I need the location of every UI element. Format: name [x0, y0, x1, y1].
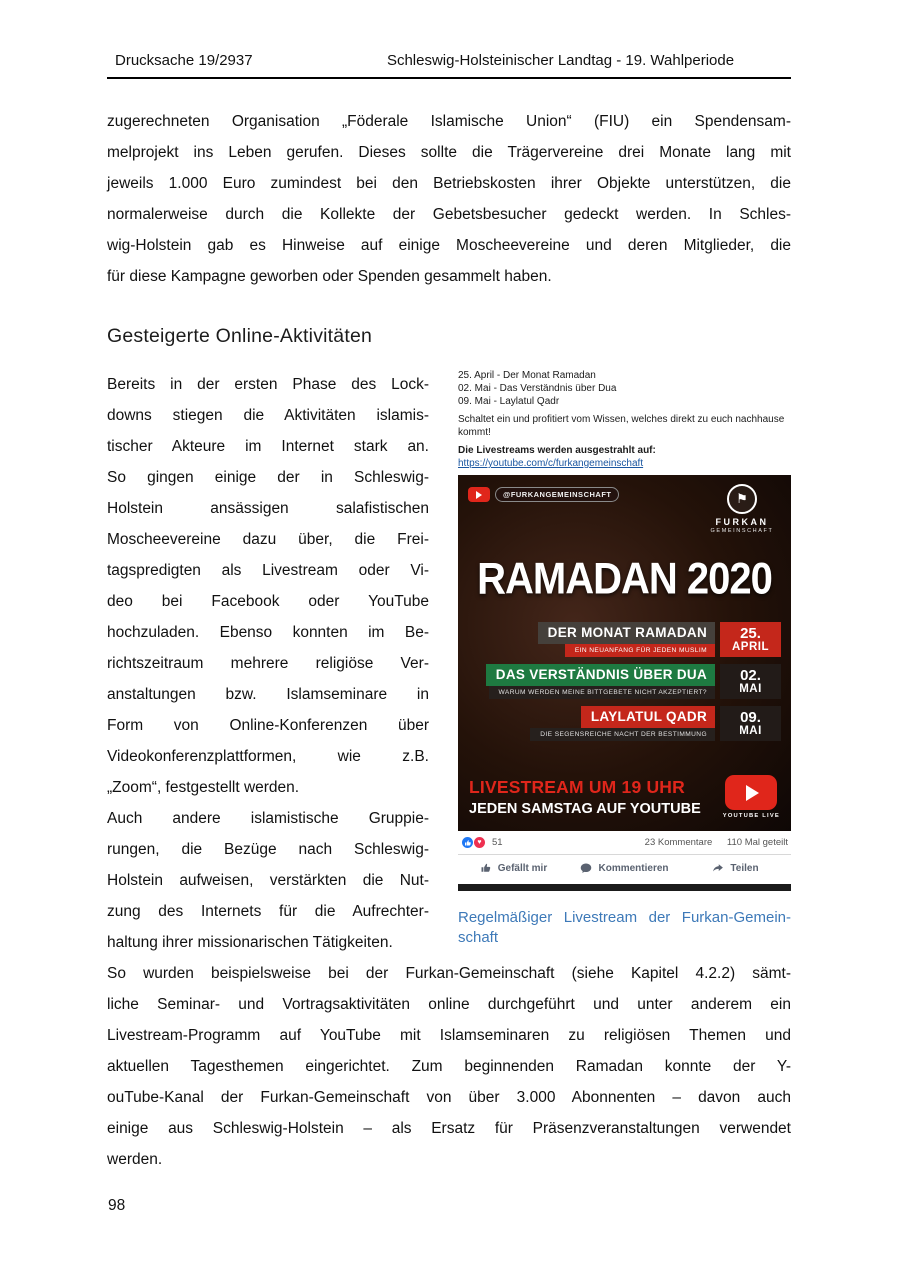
post-date-line: 09. Mai - Laylatul Qadr — [458, 396, 560, 407]
livestream-text — [469, 777, 701, 817]
poster-schedule — [468, 622, 781, 741]
like-reaction-icon — [461, 836, 474, 849]
love-reaction-icon: ♥ — [473, 836, 486, 849]
livestream-line-2: JEDEN SAMSTAG AUF YOUTUBE — [469, 801, 701, 817]
post-stats — [645, 837, 788, 848]
page-content — [107, 50, 791, 1215]
text-line: Auch andere islamistische Gruppie- — [107, 810, 429, 827]
logo-text-1: FURKAN — [715, 517, 769, 527]
text-line: Regelmäßiger Livestream der Furkan-Gemein- — [458, 909, 791, 926]
youtube-play-icon — [468, 487, 490, 502]
text-line: liche Seminar- und Vortragsaktivitäten online durchgeführt und unter anderem ein — [107, 996, 791, 1013]
facebook-stats-bar — [458, 831, 791, 854]
schedule-title: DAS VERSTÄNDNIS ÜBER DUA — [486, 664, 715, 686]
schedule-subtitle: DIE SEGENSREICHE NACHT DER BESTIMMUNG — [530, 728, 715, 741]
channel-handle: @FURKANGEMEINSCHAFT — [495, 487, 619, 502]
text-line: für diese Kampagne geworben oder Spenden gesammelt haben. — [107, 268, 552, 285]
text-line: jeweils 1.000 Euro zumindest bei den Betriebskosten ihrer Objekte unterstützen, die — [107, 175, 791, 192]
share-count: 110 Mal geteilt — [726, 837, 788, 848]
reaction-count: 51 — [492, 837, 503, 848]
schedule-row — [468, 622, 781, 657]
page-header — [107, 50, 791, 79]
text-line: Videokonferenzplattformen, wie z.B. — [107, 748, 429, 765]
paragraph-intro — [107, 106, 791, 292]
text-line: wig-Holstein gab es Hinweise auf einige Moscheevereine und deren Mitglieder, die — [107, 237, 791, 254]
text-line: Form von Online-Konferenzen über — [107, 717, 429, 734]
text-line: Holstein ansässigen salafistischen — [107, 500, 429, 517]
figure-column — [458, 369, 791, 958]
text-line: schaft — [458, 929, 499, 946]
figure-caption — [458, 908, 791, 948]
text-line: „Zoom“, festgestellt werden. — [107, 779, 300, 796]
comment-button — [569, 855, 680, 880]
date-day: 09. — [740, 708, 761, 726]
like-button-label: Gefällt mir — [497, 862, 548, 874]
text-line: Livestream-Programm auf YouTube mit Islamseminaren zu religiösen Themen und — [107, 1027, 791, 1044]
youtube-live-label: YOUTUBE LIVE — [722, 813, 780, 819]
ramadan-poster — [458, 475, 791, 831]
livestream-line-1: LIVESTREAM UM 19 UHR — [469, 777, 685, 797]
text-line: melprojekt ins Leben gerufen. Dieses sollte die Trägervereine drei Monate lang mit — [107, 144, 791, 161]
schedule-row — [468, 706, 781, 741]
poster-title: RAMADAN 2020 — [477, 554, 772, 604]
text-line: zugerechneten Organisation „Föderale Islamische Union“ (FIU) ein Spendensam- — [107, 113, 791, 130]
text-line: Bereits in der ersten Phase des Lock- — [107, 376, 429, 393]
paragraph-bottom — [107, 958, 791, 1175]
comment-button-label: Kommentieren — [598, 862, 669, 874]
text-line: richtszeitraum mehrere religiöse Ver- — [107, 655, 429, 672]
post-message: Schaltet ein und profitiert vom Wissen, welches direkt zu euch nachhause kommt! — [458, 414, 785, 438]
text-line: normalerweise durch die Kollekte der Gebetsbesucher gedeckt werden. In Schles- — [107, 206, 791, 223]
social-media-figure — [458, 369, 791, 891]
schedule-subtitle: WARUM WERDEN MEINE BITTGEBETE NICHT AKZEPTIERT? — [489, 686, 715, 699]
youtube-channel-badge — [468, 487, 619, 502]
text-line: rungen, die Bezüge nach Schleswig- — [107, 841, 429, 858]
like-button — [458, 855, 569, 880]
schedule-entry — [530, 706, 715, 741]
text-line: So wurden beispielsweise bei der Furkan-Gemeinschaft (siehe Kapitel 4.2.2) sämt- — [107, 965, 791, 982]
play-triangle-icon — [746, 785, 759, 801]
schedule-entry — [486, 664, 715, 699]
reaction-icons — [461, 836, 503, 849]
text-column — [107, 369, 429, 958]
section-heading: Gesteigerte Online-Aktivitäten — [107, 325, 373, 347]
post-date-line: 25. April - Der Monat Ramadan — [458, 370, 596, 381]
schedule-entry — [538, 622, 715, 657]
share-button — [680, 855, 791, 880]
facebook-post-text — [458, 369, 791, 470]
text-line: aktuellen Tagesthemen eingerichtet. Zum beginnenden Ramadan konnte der Y- — [107, 1058, 791, 1075]
text-line: Holstein aufweisen, verstärkten die Nut- — [107, 872, 429, 889]
text-line: ouTube-Kanal der Furkan-Gemeinschaft von über 3.000 Abonnenten – davon auch — [107, 1089, 791, 1106]
text-line: downs stiegen die Aktivitäten islamis- — [107, 407, 429, 424]
poster-top-row — [468, 484, 781, 534]
schedule-subtitle: EIN NEUANFANG FÜR JEDEN MUSLIM — [565, 644, 715, 657]
text-line: haltung ihrer missionarischen Tätigkeiten. — [107, 934, 393, 951]
schedule-title: DER MONAT RAMADAN — [538, 622, 715, 644]
schedule-date — [720, 706, 781, 741]
paragraph-column-1 — [107, 369, 429, 803]
play-triangle-icon — [476, 491, 482, 499]
post-stream-label: Die Livestreams werden ausgestrahlt auf: — [458, 445, 656, 456]
facebook-action-bar — [458, 854, 791, 880]
text-line: einige aus Schleswig-Holstein – als Ersatz für Präsenzveranstaltungen verwendet — [107, 1120, 791, 1137]
text-line: So gingen einige der in Schleswig- — [107, 469, 429, 486]
text-line: hochzuladen. Ebenso konnten im Be- — [107, 624, 429, 641]
text-line: Moscheevereine dazu über, die Frei- — [107, 531, 429, 548]
schedule-title: LAYLATUL QADR — [581, 706, 715, 728]
post-date-line: 02. Mai - Das Verständnis über Dua — [458, 383, 617, 394]
date-month: MAI — [739, 725, 762, 738]
poster-livestream-row — [469, 775, 780, 819]
text-line: tischer Akteure im Internet stark an. — [107, 438, 429, 455]
youtube-play-button-icon — [725, 775, 777, 810]
post-stream-link: https://youtube.com/c/furkangemeinschaft — [458, 458, 644, 469]
logo-text-2: GEMEINSCHAFT — [710, 528, 774, 534]
schedule-row — [468, 664, 781, 699]
page-number: 98 — [108, 1197, 126, 1214]
date-month: MAI — [739, 683, 762, 696]
text-line: deo bei Facebook oder YouTube — [107, 593, 429, 610]
date-day: 25. — [740, 624, 761, 642]
furkan-logo — [703, 484, 781, 534]
youtube-live-badge — [723, 775, 780, 819]
paragraph-column-2 — [107, 803, 429, 958]
header-title: Schleswig-Holsteinischer Landtag - 19. Wahlperiode — [386, 52, 735, 69]
schedule-date — [720, 664, 781, 699]
text-line: zung des Internets für die Aufrechter- — [107, 903, 429, 920]
figure-bottom-strip — [458, 884, 791, 891]
two-column-section — [107, 369, 791, 958]
text-line: tagspredigten als Livestream oder Vi- — [107, 562, 429, 579]
date-day: 02. — [740, 666, 761, 684]
date-month: APRIL — [732, 641, 769, 654]
share-button-label: Teilen — [730, 862, 759, 874]
text-line: anstaltungen bzw. Islamseminare in — [107, 686, 429, 703]
header-doc-number: Drucksache 19/2937 — [115, 52, 253, 69]
comment-count: 23 Kommentare — [644, 837, 713, 848]
furkan-emblem-icon: ⚑ — [727, 484, 757, 514]
text-line: werden. — [107, 1151, 163, 1168]
schedule-date — [720, 622, 781, 657]
